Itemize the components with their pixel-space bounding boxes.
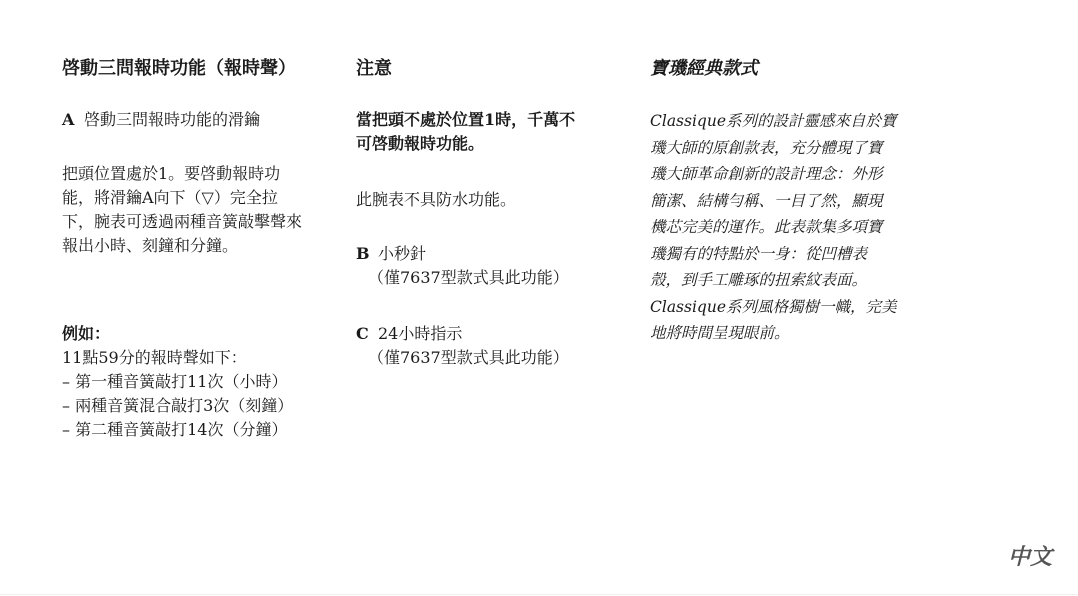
item-c-key: C xyxy=(356,324,369,343)
language-label: 中文 xyxy=(1008,544,1053,570)
warning-line: 可啓動報時功能。 xyxy=(356,134,485,153)
warning-text xyxy=(356,108,575,156)
section-heading-note: 注意 xyxy=(356,58,392,79)
example-line: – 兩種音簧混合敲打3次（刻鐘） xyxy=(62,396,294,415)
description-line: 機芯完美的運作。此表款集多項寶 xyxy=(650,218,883,236)
description-line: 璣大師革命創新的設計理念：外形 xyxy=(650,165,883,183)
description-line: 地將時間呈現眼前。 xyxy=(650,324,790,342)
item-b-text: 小秒針 xyxy=(378,244,427,263)
item-b-sub: （僅7637型款式具此功能） xyxy=(368,268,569,287)
description-line: 殼，到手工雕琢的扭索紋表面。 xyxy=(650,271,868,289)
section-heading-repeater: 啓動三問報時功能（報時聲） xyxy=(62,58,296,79)
description-line: 璣大師的原創款表，充分體現了寶 xyxy=(650,138,883,157)
example-title: 例如： xyxy=(62,324,111,343)
item-a-key: A xyxy=(62,110,75,129)
page-bottom-rule xyxy=(0,594,1078,595)
water-resistance-note: 此腕表不具防水功能。 xyxy=(356,190,517,209)
instruction-line: 把頭位置處於1。要啓動報時功 xyxy=(62,164,281,183)
instruction-line: 下，腕表可透過兩種音簧敲擊聲來 xyxy=(62,212,303,231)
item-b-key: B xyxy=(356,244,370,263)
item-c xyxy=(356,322,569,370)
example-intro: 11點59分的報時聲如下： xyxy=(62,348,247,367)
instruction-line: 能，將滑鑰A向下（▽）完全拉 xyxy=(62,188,278,207)
description-line: 璣獨有的特點於一身：從凹槽表 xyxy=(650,244,868,263)
warning-line: 當把頭不處於位置1時，千萬不 xyxy=(356,110,576,129)
description-line: Classique系列的設計靈感來自於寶 xyxy=(650,112,897,130)
example-line: – 第一種音簧敲打11次（小時） xyxy=(62,372,288,391)
description-line: 簡潔、結構勻稱、一目了然，顯現 xyxy=(650,191,883,210)
item-c-sub: （僅7637型款式具此功能） xyxy=(368,348,569,367)
section-heading-classique: 寶璣經典款式 xyxy=(650,58,758,79)
classique-description xyxy=(650,108,897,347)
item-b xyxy=(356,242,569,290)
example-line: – 第二種音簧敲打14次（分鐘） xyxy=(62,420,288,439)
repeater-instructions xyxy=(62,162,302,258)
item-a xyxy=(62,108,260,132)
instruction-line: 報出小時、刻鐘和分鐘。 xyxy=(62,236,239,255)
description-line: Classique系列風格獨樹一幟，完美 xyxy=(650,297,897,316)
item-c-text: 24小時指示 xyxy=(378,324,463,343)
item-a-text: 啓動三問報時功能的滑鑰 xyxy=(84,110,261,129)
example-block xyxy=(62,322,293,442)
